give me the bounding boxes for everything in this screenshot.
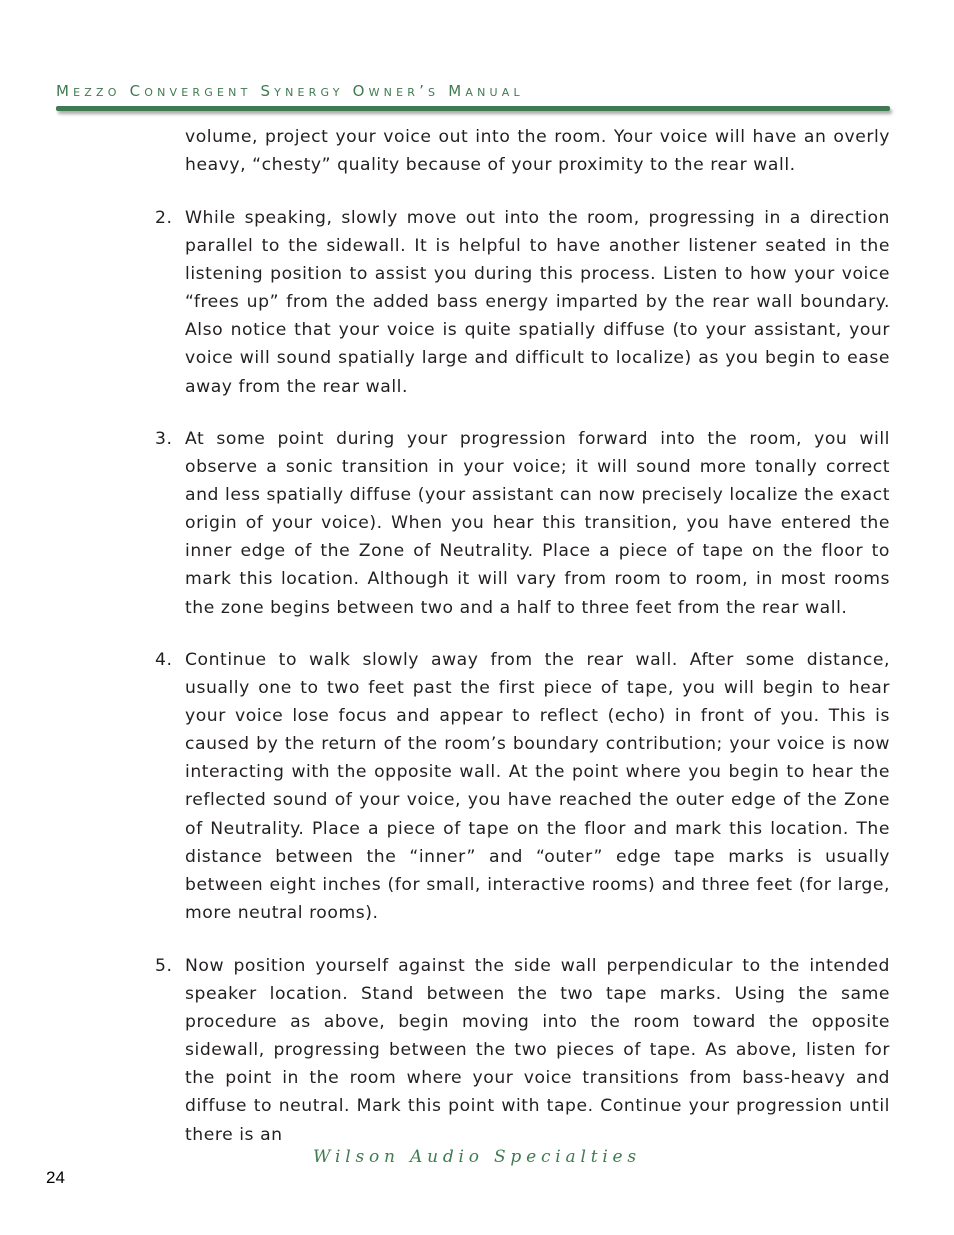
list-item-number: 3.	[155, 429, 173, 449]
list-item-number: 4.	[155, 650, 173, 670]
continuation-paragraph: volume, project your voice out into the room. Your voice will have an overly heavy, “chesty” quality because of your proximity to the rear wall.	[185, 127, 890, 176]
list-item-text: Now position yourself against the side wall perpendicular to the intended speaker location. Stand between the two tape marks. Using the same procedure as above, begin moving into the room toward the opposite sidewall, progressing between the two pieces of tape. As above, listen for the point in the room where your voice transitions from bass-heavy and diffuse to neutral. Mark this point with tape. Continue your progression until there is an	[185, 956, 890, 1145]
list-item-text: At some point during your progression forward into the room, you will observe a sonic transition in your voice; it will sound more tonally correct and less spatially diffuse (your assistant can now precisely localize the exact origin of your voice). When you hear this transition, you have entered the inner edge of the Zone of Neutrality. Place a piece of tape on the floor to mark this location. Although it will vary from room to room, in most rooms the zone begins between two and a half to three feet from the rear wall.	[185, 429, 890, 618]
list-item-text: While speaking, slowly move out into the room, progressing in a direction parallel to the sidewall. It is helpful to have another listener seated in the listening position to assist you during this process. Listen to how your voice “frees up” from the added bass energy imparted by the rear wall boundary. Also notice that your voice is quite spatially diffuse (to your assistant, your voice will sound spatially large and difficult to localize) as you begin to ease away from the rear wall.	[185, 208, 890, 397]
running-header-title: Mezzo Convergent Synergy Owner’s Manual	[56, 82, 524, 100]
list-item-number: 5.	[155, 956, 173, 976]
list-item-number: 2.	[155, 208, 173, 228]
list-item-text: Continue to walk slowly away from the rear wall. After some distance, usually one to two feet past the first piece of tape, you will begin to hear your voice lose focus and appear to reflect (echo) in front of you. This is caused by the return of the room’s boundary contribution; your voice is now interacting with the opposite wall. At the point where you begin to hear the reflected sound of your voice, you have reached the outer edge of the Zone of Neutrality. Place a piece of tape on the floor and mark this location. The distance between the “inner” and “outer” edge tape marks is usually between eight inches (for small, interactive rooms) and three feet (for large, more neutral rooms).	[185, 650, 890, 923]
footer-brand: Wilson Audio Specialties	[313, 1147, 641, 1167]
header-divider	[56, 106, 890, 111]
page-number: 24	[46, 1168, 65, 1187]
